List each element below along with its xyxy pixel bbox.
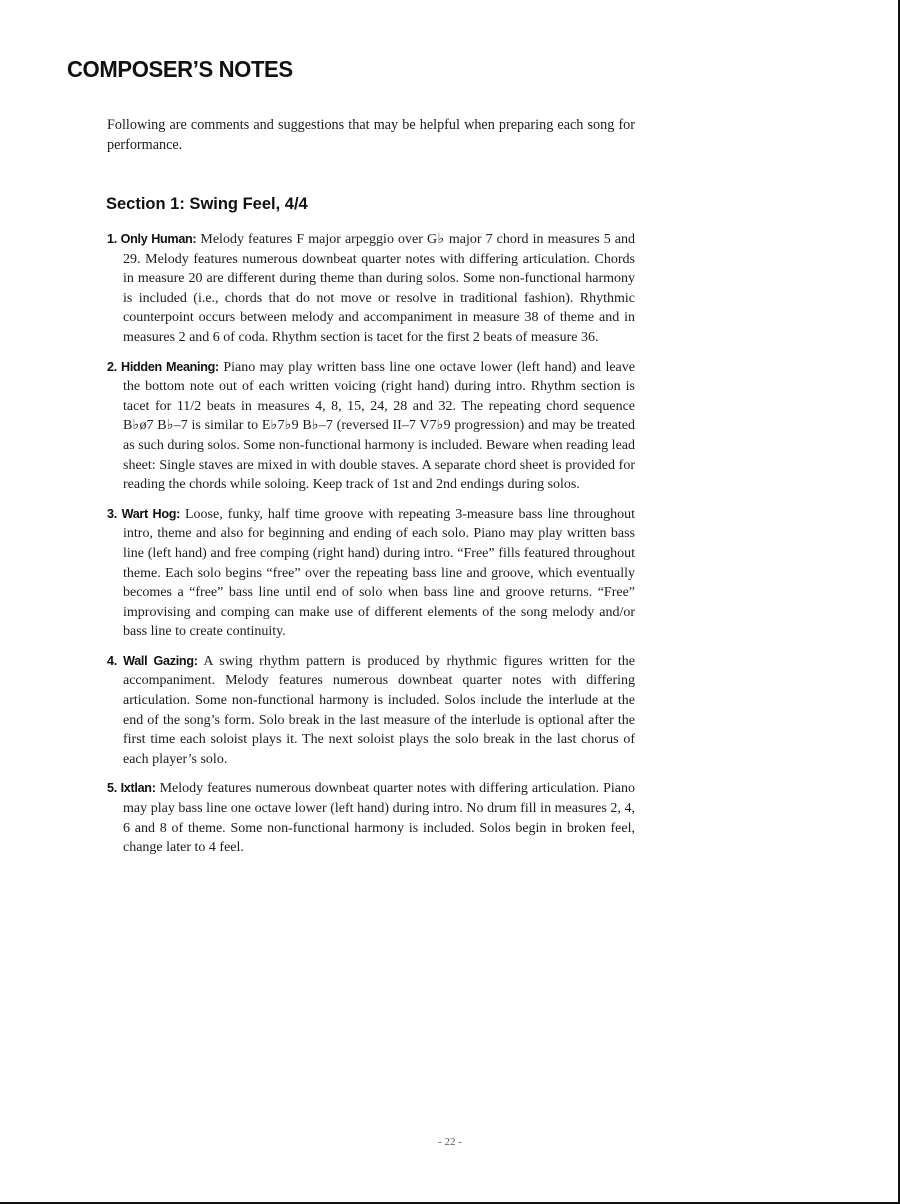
song-note-label: 5. Ixtlan: — [107, 781, 156, 796]
section-heading: Section 1: Swing Feel, 4/4 — [106, 195, 308, 213]
song-note-text: Melody features F major arpeggio over G♭ major 7 chord in measures 5 and 29. Melody features numerous downbeat quarter notes with differing articulation. Chords in measure 20 are different during theme than during solos. Some non-functional harmony is included (i.e., chords that do not move or resolve in traditional fashion). Rhythmic counterpoint occurs between melody and accompaniment in measure 38 of theme and in measures 2 and 6 of coda. Rhythm section is tacet for the first 2 beats of measure 36. — [123, 232, 636, 345]
song-notes-list — [107, 230, 635, 868]
song-note-hidden-meaning — [107, 358, 635, 495]
song-note-label: 1. Only Human: — [107, 232, 197, 246]
song-note-text: Piano may play written bass line one octave lower (left hand) and leave the bottom note out of each written voicing (right hand) during intro. Rhythm section is tacet for 11/2 beats in measures 4, 8, 15, 24, 28 and 32. The repeating chord sequence B♭ø7 B♭–7 is similar to E♭7♭9 B♭–7 (reversed II–7 V7♭9 progression) and may be treated as such during solos. Some non-functional harmony is included. Beware when reading lead sheet: Single staves are mixed in with double staves. A separate chord sheet is provided for reading the chords while soloing. Keep track of 1st and 2nd endings during solos. — [123, 359, 635, 493]
song-note-text: A swing rhythm pattern is produced by rhythmic figures written for the accompaniment. Melody features numerous downbeat quarter notes with differing articulation. Some non-functional harmony is included. Solos include the interlude at the end of the song’s form. Solo break in the last measure of the interlude is optional after the first time each soloist plays it. The next soloist plays the solo break in the last chorus of each player’s solo. — [123, 653, 636, 767]
intro-paragraph: Following are comments and suggestions that may be helpful when preparing each song for performance. — [107, 117, 635, 153]
song-note-text: Loose, funky, half time groove with repeating 3-measure bass line throughout intro, theme and also for beginning and ending of each solo. Piano may play written bass line (left hand) and free comping (right hand) during intro. “Free” fills featured throughout theme. Each solo begins “free” over the repeating bass line and groove, which eventually becomes a “free” bass line until end of solo when bass line and groove returns. “Free” improvising and comping can make use of different elements of the song melody and/or bass line to create continuity. — [123, 506, 635, 640]
song-note-wart-hog — [107, 505, 635, 642]
page-number: - 22 - — [438, 1136, 462, 1148]
page-title: COMPOSER’S NOTES — [67, 56, 293, 82]
song-note-wall-gazing — [107, 652, 635, 770]
song-note-text: Melody features numerous downbeat quarter notes with differing articulation. Piano may play bass line one octave lower (left hand) during intro. No drum fill in measures 2, 4, 6 and 8 of theme. Some non-functional harmony is included. Solos begin in broken feel, change later to 4 feel. — [123, 781, 636, 856]
song-note-only-human — [107, 230, 635, 348]
song-note-ixtlan — [107, 779, 635, 857]
song-note-label: 3. Wart Hog: — [107, 506, 181, 521]
song-note-label: 4. Wall Gazing: — [107, 653, 198, 668]
song-note-label: 2. Hidden Meaning: — [107, 359, 219, 374]
